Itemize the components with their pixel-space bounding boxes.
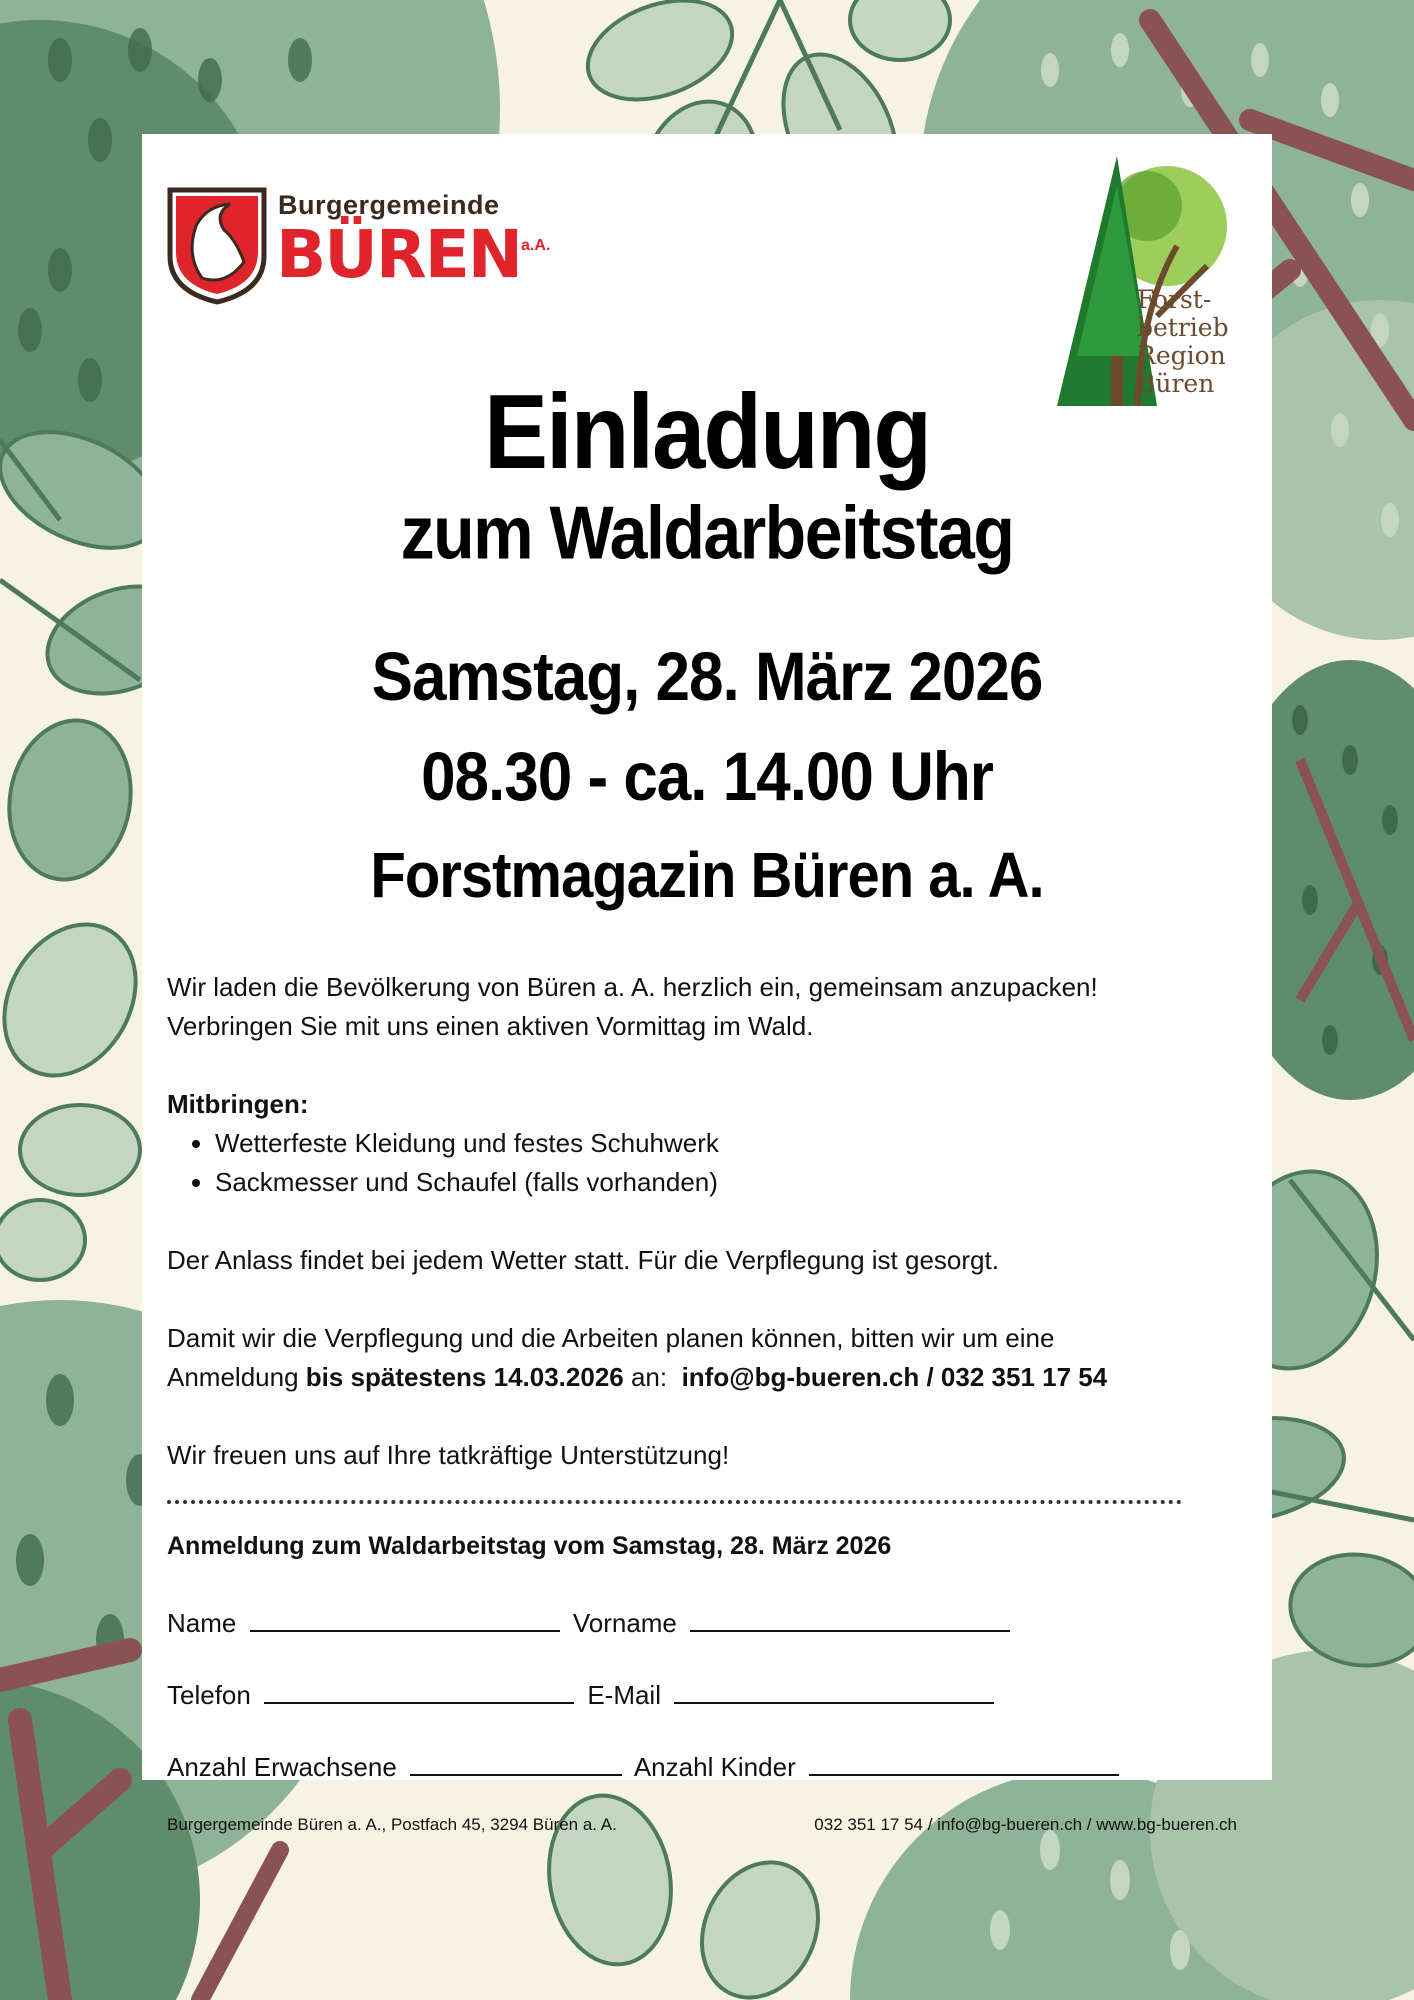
name-field[interactable] xyxy=(250,1608,560,1632)
adults-field[interactable] xyxy=(410,1752,622,1776)
brand-top-text: Burgergemeinde xyxy=(278,190,500,220)
footer-address: Burgergemeinde Büren a. A., Postfach 45, 3294 Büren a. A. xyxy=(167,1815,617,1834)
page-title: Einladung xyxy=(484,373,930,492)
burgergemeinde-logo xyxy=(166,186,586,306)
footer xyxy=(167,1815,1237,1835)
page-subtitle: zum Waldarbeitstag xyxy=(400,491,1014,575)
weather-note: Der Anlass findet bei jedem Wetter statt. Für die Verpflegung ist gesorgt. xyxy=(167,1245,999,1275)
signup-line-1: Damit wir die Verpflegung und die Arbeiten planen können, bitten wir um eine xyxy=(167,1323,1055,1353)
registration-title: Anmeldung zum Waldarbeitstag vom Samstag, 28. März 2026 xyxy=(167,1532,892,1560)
invitation-card xyxy=(142,134,1272,1834)
telefon-label: Telefon xyxy=(167,1680,251,1710)
signup-deadline: bis spätestens 14.03.2026 xyxy=(305,1362,624,1392)
event-location: Forstmagazin Büren a. A. xyxy=(370,839,1044,912)
list-item: • Sackmesser und Schaufel (falls vorhanden) xyxy=(215,1163,1237,1202)
event-time: 08.30 - ca. 14.00 Uhr xyxy=(421,739,993,816)
registration-row-count xyxy=(167,1752,1125,1783)
closing-line: Wir freuen uns auf Ihre tatkräftige Unterstützung! xyxy=(167,1440,730,1470)
email-field[interactable] xyxy=(674,1680,994,1704)
email-label: E-Mail xyxy=(587,1680,661,1710)
kids-label: Anzahl Kinder xyxy=(633,1752,796,1782)
intro-line-2: Verbringen Sie mit uns einen aktiven Vormittag im Wald. xyxy=(167,1011,814,1041)
adults-label: Anzahl Erwachsene xyxy=(167,1752,397,1782)
forstbetrieb-text: Forst- betrieb Region Büren xyxy=(1137,285,1229,398)
registration-row-contact xyxy=(167,1680,1000,1711)
telefon-field[interactable] xyxy=(264,1680,574,1704)
signup-line-2: Anmeldung bis spätestens 14.03.2026 an: info@bg-bueren.ch / 032 351 17 54 xyxy=(167,1362,1108,1392)
name-label: Name xyxy=(167,1608,237,1638)
event-date: Samstag, 28. März 2026 xyxy=(371,639,1043,716)
invitation-body xyxy=(167,968,1237,1475)
bring-list xyxy=(167,1124,1237,1202)
brand-suffix-text: a.A. xyxy=(521,237,551,254)
intro-line-1: Wir laden die Bevölkerung von Büren a. A. herzlich ein, gemeinsam anzupacken! xyxy=(167,972,1098,1002)
coat-of-arms-icon xyxy=(166,186,268,306)
bring-heading: Mitbringen: xyxy=(167,1089,309,1119)
kids-field[interactable] xyxy=(809,1752,1119,1776)
brand-main-text: BÜREN xyxy=(276,216,522,293)
registration-row-name xyxy=(167,1608,1016,1639)
footer-contact: 032 351 17 54 / info@bg-bueren.ch / www.bg-bueren.ch xyxy=(814,1815,1237,1834)
vorname-field[interactable] xyxy=(690,1608,1010,1632)
vorname-label: Vorname xyxy=(572,1608,677,1638)
cut-line-divider xyxy=(167,1500,1182,1504)
list-item: • Wetterfeste Kleidung und festes Schuhwerk xyxy=(215,1124,1237,1163)
signup-contact: info@bg-bueren.ch / 032 351 17 54 xyxy=(681,1362,1108,1392)
